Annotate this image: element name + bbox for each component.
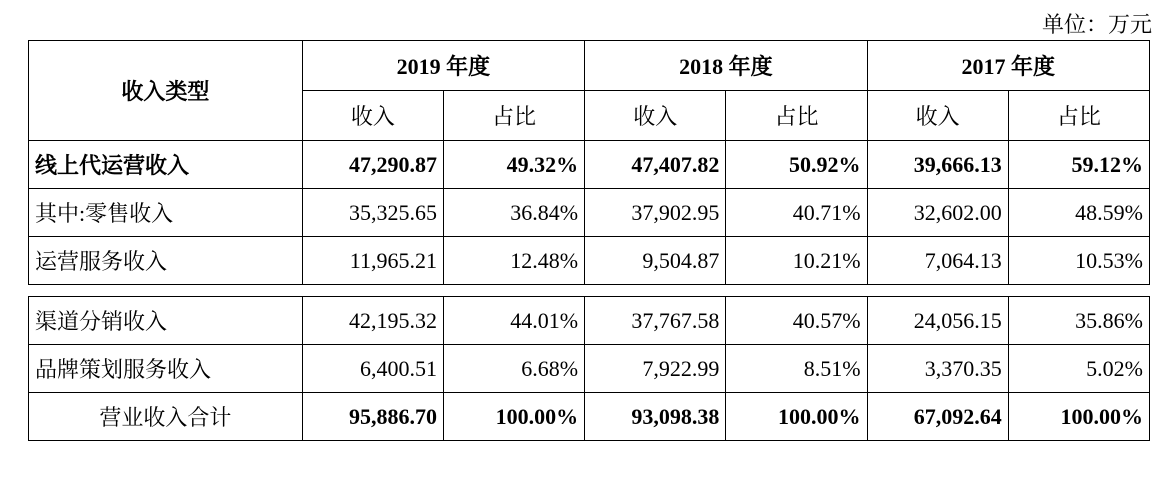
row-label-total: 营业收入合计: [29, 393, 303, 441]
header-year-2018: 2018 年度: [585, 41, 867, 91]
table-header-row: [29, 41, 1150, 91]
table-row: [29, 345, 1150, 393]
table-row: [29, 189, 1150, 237]
header-year-2019: 2019 年度: [302, 41, 584, 91]
cell-revenue-2018: 7,922.99: [585, 345, 726, 393]
cell-revenue-2018: 9,504.87: [585, 237, 726, 285]
cell-revenue-2017: 67,092.64: [867, 393, 1008, 441]
cell-revenue-2019: 47,290.87: [302, 141, 443, 189]
cell-revenue-2017: 39,666.13: [867, 141, 1008, 189]
revenue-table: [28, 40, 1150, 441]
cell-share-2019: 36.84%: [443, 189, 584, 237]
cell-share-2018: 40.57%: [726, 297, 867, 345]
cell-share-2018: 100.00%: [726, 393, 867, 441]
cell-revenue-2018: 37,902.95: [585, 189, 726, 237]
cell-revenue-2019: 95,886.70: [302, 393, 443, 441]
table-gap-row: [29, 285, 1150, 297]
table-row: [29, 297, 1150, 345]
table-total-row: [29, 393, 1150, 441]
table-row: [29, 141, 1150, 189]
cell-share-2019: 6.68%: [443, 345, 584, 393]
cell-share-2018: 40.71%: [726, 189, 867, 237]
cell-share-2017: 59.12%: [1008, 141, 1149, 189]
cell-revenue-2018: 37,767.58: [585, 297, 726, 345]
cell-revenue-2018: 93,098.38: [585, 393, 726, 441]
row-label: 渠道分销收入: [29, 297, 303, 345]
subheader-share: 占比: [443, 91, 584, 141]
subheader-share: 占比: [1008, 91, 1149, 141]
cell-revenue-2017: 32,602.00: [867, 189, 1008, 237]
subheader-revenue: 收入: [302, 91, 443, 141]
cell-share-2017: 35.86%: [1008, 297, 1149, 345]
cell-revenue-2017: 3,370.35: [867, 345, 1008, 393]
row-label: 线上代运营收入: [29, 141, 303, 189]
row-label: 品牌策划服务收入: [29, 345, 303, 393]
cell-share-2017: 48.59%: [1008, 189, 1149, 237]
cell-share-2017: 100.00%: [1008, 393, 1149, 441]
cell-share-2018: 10.21%: [726, 237, 867, 285]
cell-revenue-2019: 42,195.32: [302, 297, 443, 345]
cell-share-2017: 10.53%: [1008, 237, 1149, 285]
header-category: 收入类型: [29, 41, 303, 141]
cell-share-2019: 44.01%: [443, 297, 584, 345]
cell-share-2019: 12.48%: [443, 237, 584, 285]
table-row: [29, 237, 1150, 285]
subheader-revenue: 收入: [867, 91, 1008, 141]
subheader-revenue: 收入: [585, 91, 726, 141]
row-label: 运营服务收入: [29, 237, 303, 285]
cell-revenue-2019: 6,400.51: [302, 345, 443, 393]
cell-revenue-2019: 35,325.65: [302, 189, 443, 237]
cell-revenue-2017: 24,056.15: [867, 297, 1008, 345]
cell-share-2018: 50.92%: [726, 141, 867, 189]
cell-revenue-2017: 7,064.13: [867, 237, 1008, 285]
unit-label: 单位：万元: [1041, 12, 1152, 37]
header-year-2017: 2017 年度: [867, 41, 1149, 91]
subheader-share: 占比: [726, 91, 867, 141]
cell-share-2017: 5.02%: [1008, 345, 1149, 393]
cell-share-2019: 49.32%: [443, 141, 584, 189]
row-label: 其中:零售收入: [29, 189, 303, 237]
cell-share-2019: 100.00%: [443, 393, 584, 441]
cell-share-2018: 8.51%: [726, 345, 867, 393]
cell-revenue-2018: 47,407.82: [585, 141, 726, 189]
cell-revenue-2019: 11,965.21: [302, 237, 443, 285]
